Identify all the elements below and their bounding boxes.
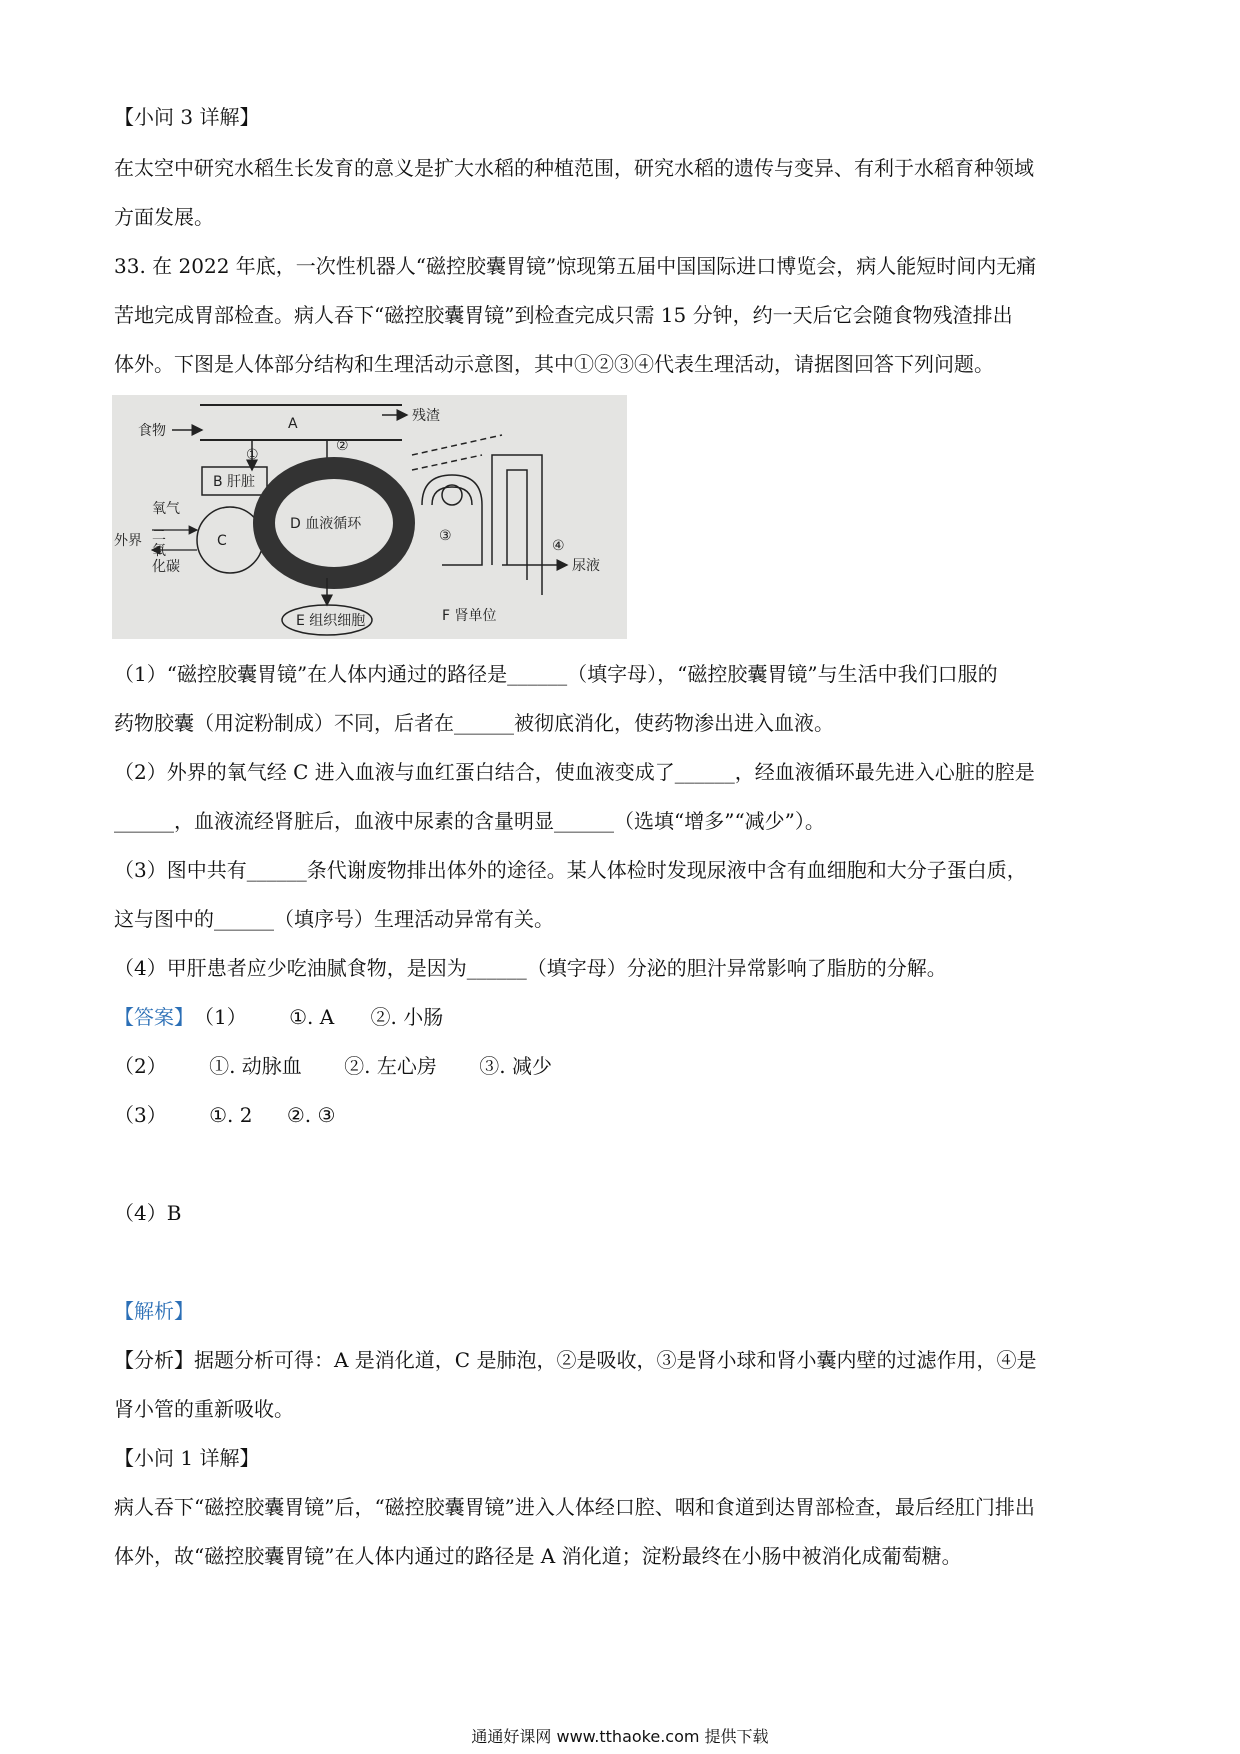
question-line: 药物胶囊（用淀粉制成）不同，后者在______被彻底消化，使药物渗出进入血液。 <box>114 711 834 735</box>
q33-text-line: 体外。下图是人体部分结构和生理活动示意图，其中①②③④代表生理活动，请据图回答下列问题。 <box>114 352 994 376</box>
question-line: 这与图中的______（填序号）生理活动异常有关。 <box>114 907 554 931</box>
answer-item: ②. ③ <box>286 1103 336 1127</box>
alveolus-label: C <box>217 533 227 549</box>
outside-label: 外界 <box>114 533 142 549</box>
process-3-label: ③ <box>439 528 452 544</box>
urine-label: 尿液 <box>572 558 600 574</box>
co2-label: 氧 <box>152 543 166 559</box>
answer-number: （3） <box>114 1103 167 1127</box>
answer-item: ③. 减少 <box>479 1054 552 1078</box>
answer-item: ②. 左心房 <box>344 1054 437 1078</box>
answer-number: （1） <box>194 1005 247 1029</box>
question-line: （4）甲肝患者应少吃油腻食物，是因为______（填字母）分泌的胆汁异常影响了脂肪的分解。 <box>114 956 947 980</box>
answer-row-1 <box>114 1003 443 1031</box>
q33-text-line: 苦地完成胃部检查。病人吞下“磁控胶囊胃镜”到检查完成只需 15 分钟，约一天后它会随食物残渣排出 <box>114 303 1013 327</box>
analysis-text-line: 肾小管的重新吸收。 <box>114 1397 294 1421</box>
nephron-label: F 肾单位 <box>442 608 497 624</box>
answer-row-2 <box>114 1052 552 1080</box>
answer-item: ②. 小肠 <box>370 1005 444 1029</box>
physiology-diagram <box>112 395 627 639</box>
liver-label: B 肝脏 <box>213 474 256 490</box>
page-footer: 通通好课网 www.tthaoke.com 提供下载 <box>471 1727 769 1746</box>
sub1-heading: 【小问 1 详解】 <box>114 1446 260 1470</box>
answer-row-4: （4）B <box>114 1201 182 1225</box>
answer-item: ①. 动脉血 <box>209 1054 302 1078</box>
question-line: ______，血液流经肾脏后，血液中尿素的含量明显______（选填“增多”“减少”）。 <box>114 809 825 833</box>
blood-circulation-label: D 血液循环 <box>290 516 362 532</box>
question-line: （1）“磁控胶囊胃镜”在人体内通过的路径是______（填字母），“磁控胶囊胃镜”与生活中我们口服的 <box>114 662 998 686</box>
answer-number: （2） <box>114 1054 167 1078</box>
answer-label: 【答案】 <box>114 1005 194 1029</box>
process-1-label: ① <box>246 447 259 463</box>
process-4-label: ④ <box>552 538 565 554</box>
sub3-heading: 【小问 3 详解】 <box>114 105 260 129</box>
co2-label: 二 <box>152 528 166 544</box>
food-label: 食物 <box>138 423 166 439</box>
answer-item: ①. A <box>289 1005 335 1029</box>
q33-text-line: 33. 在 2022 年底，一次性机器人“磁控胶囊胃镜”惊现第五届中国国际进口博览会，病人能短时间内无痛 <box>114 254 1037 278</box>
process-2-label: ② <box>336 438 349 454</box>
co2-label: 化碳 <box>152 559 180 575</box>
digestive-tract-label: A <box>288 416 298 432</box>
sub1-text-line: 病人吞下“磁控胶囊胃镜”后，“磁控胶囊胃镜”进入人体经口腔、咽和食道到达胃部检查，最后经肛门排出 <box>114 1495 1035 1519</box>
residue-label: 残渣 <box>412 408 440 424</box>
analysis-label: 【解析】 <box>114 1299 194 1323</box>
answer-row-3 <box>114 1101 335 1129</box>
analysis-text-line: 【分析】据题分析可得：A 是消化道，C 是肺泡，②是吸收，③是肾小球和肾小囊内壁的过滤作用，④是 <box>114 1348 1037 1372</box>
sub1-text-line: 体外，故“磁控胶囊胃镜”在人体内通过的路径是 A 消化道；淀粉最终在小肠中被消化成葡萄糖。 <box>114 1544 962 1568</box>
sub3-text-line: 在太空中研究水稻生长发育的意义是扩大水稻的种植范围，研究水稻的遗传与变异、有利于水稻育种领域 <box>114 156 1034 180</box>
question-line: （2）外界的氧气经 C 进入血液与血红蛋白结合，使血液变成了______，经血液循环最先进入心脏的腔是 <box>114 760 1035 784</box>
answer-item: ①. 2 <box>209 1103 253 1127</box>
sub3-text-line: 方面发展。 <box>114 205 214 229</box>
question-line: （3）图中共有______条代谢废物排出体外的途径。某人体检时发现尿液中含有血细胞和大分子蛋白质， <box>114 858 1027 882</box>
tissue-cell-label: E 组织细胞 <box>296 613 366 629</box>
oxygen-label: 氧气 <box>152 501 180 517</box>
